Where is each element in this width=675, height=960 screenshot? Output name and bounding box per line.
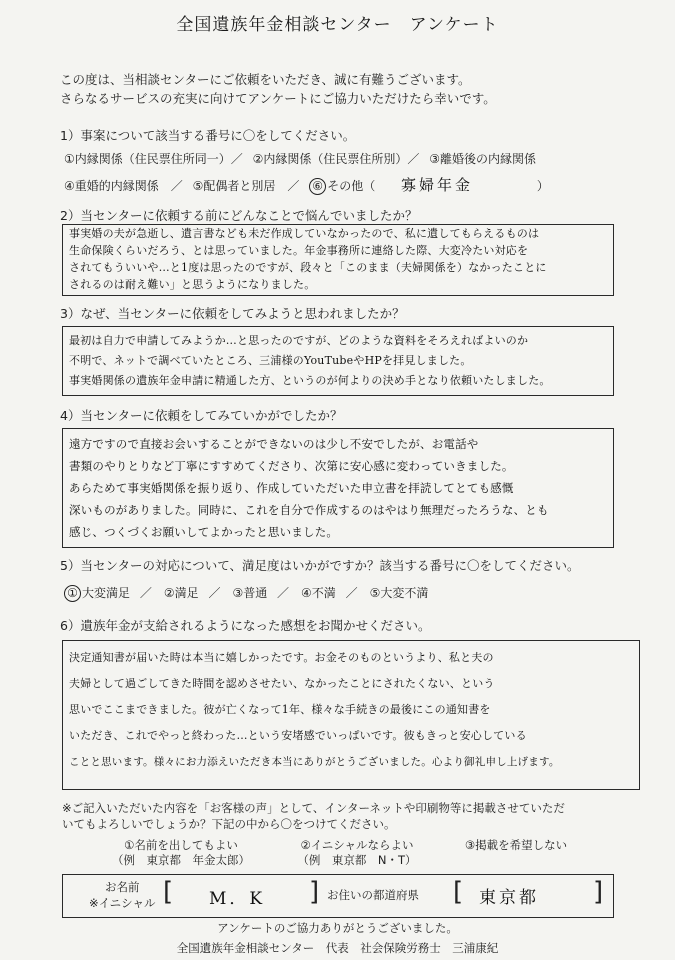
intro-text [60,70,650,108]
q1-option-close: ） [536,179,549,193]
answer-line: 思いでここまできました。彼が亡くなって1年、様々な手続きの最後にこの通知書を [69,703,491,716]
consent-note-line: ※ご記入いただいた内容を「お客様の声」として、インターネットや印刷物等に掲載させていただ [62,801,565,815]
q5-options [64,584,664,602]
q5-option[interactable]: ／ ⑤大変不満 [345,586,429,600]
q1-option[interactable]: ④重婚的内縁関係 ／ [64,179,183,193]
organization-signature: 全国遺族年金相談センター 代表 社会保険労務士 三浦康紀 [176,941,499,955]
bracket-open-icon: [ [453,877,464,907]
question-5: 5）当センターの対応について、満足度はいかがですか？該当する番号に〇をしてください。 [60,558,580,573]
answer-line: 深いものがありました。同時に、これを自分で作成するのはやはり無理だったろうな、とも [69,503,549,517]
answer-box-q6[interactable] [62,640,640,790]
q1-options-row2 [64,174,664,195]
bracket-open-icon: [ [163,877,174,907]
answer-line: 事実婚の夫が急逝し、遺言書なども未だ作成していなかったので、私に遺してもらえるものは [69,227,540,240]
other-answer-handwritten: 寡婦年金 [401,176,474,194]
answer-line: されるのは耐え難い」と思うようになりました。 [69,278,316,291]
answer-line: されてもういいや…と1度は思ったのですが、段々と「このまま（夫婦関係を）なかったことに [69,261,547,274]
answer-line: 最初は自力で申請してみようか…と思ったのですが、どのような資料をそろえればよいのか [69,334,529,347]
prefecture-label: お住いの都道府県 [327,888,419,902]
question-4: 4）当センターに依頼をしてみていかがでしたか？ [60,408,343,423]
q5-option[interactable]: ／ ④不満 [277,586,336,600]
q1-options-row1 [64,150,664,167]
answer-line: 生命保険くらいだろう、とは思っていました。年金事務所に連絡した際、大変冷たい対応を [69,244,529,257]
answer-line: ことと思います。様々にお力添えいただき本当にありがとうございました。心より御礼申し上げます。 [69,756,560,768]
answer-line: あらためて事実婚関係を振り返り、作成していただいた申立書を拝読してとても感慨 [69,481,514,495]
selected-circle-mark: ① [64,585,81,602]
question-6: 6）遺族年金が支給されるようになった感想をお聞かせください。 [60,618,431,633]
q1-option-label: その他（ [327,179,376,193]
consent-option-3[interactable]: ③掲載を希望しない [464,838,568,852]
answer-line: 感じ、つくづくお願いしてよかったと思いました。 [69,525,339,539]
q1-option[interactable]: ③離婚後の内縁関係 [429,152,536,166]
bracket-close-icon: ] [309,877,320,907]
q5-option[interactable]: ／ ②満足 [139,586,199,600]
thanks-text: アンケートのご協力ありがとうございました。 [217,921,458,935]
q1-option[interactable]: ①内縁関係（住民票住所同一）／ [64,152,243,166]
answer-line: いただき、これでやっと終わった…という安堵感でいっぱいです。彼もきっと安心している [69,729,527,742]
question-2: 2）当センターに依頼する前にどんなことで悩んでいましたか？ [60,208,418,223]
q5-option-selected[interactable] [64,586,130,600]
name-value-handwritten[interactable]: M．K [209,889,266,909]
name-label-line: お名前 [104,880,140,894]
answer-line: 遠方ですので直接お会いすることができないのは少し不安でしたが、お電話や [69,437,479,451]
q1-option-selected[interactable] [309,176,549,194]
name-label-line: ※イニシャル [89,896,156,910]
answer-line: 夫婦として過ごしてきた時間を認めさせたい、なかったことにされたくない、という [69,677,495,690]
answer-line: 不明で、ネットで調べていたところ、三浦様のYouTubeやHPを拝見しました。 [69,354,472,367]
name-label [89,879,155,911]
intro-line: さらなるサービスの充実に向けてアンケートにご協力いただけたら幸いです。 [60,91,496,106]
selected-circle-mark: ⑥ [309,178,326,195]
q5-option[interactable]: ／ ③普通 [208,586,268,600]
answer-line: 書類のやりとりなど丁寧にすすめてくださり、次第に安心感に変わっていきました。 [69,459,514,473]
answer-box-q3[interactable] [62,326,614,396]
consent-option-example: （例 東京都 年金太郎） [112,853,250,867]
question-1: 1）事案について該当する番号に〇をしてください。 [60,128,356,143]
q5-option-label: 大変満足 [82,586,131,600]
answer-line: 決定通知書が届いた時は本当に嬉しかったです。お金そのものというより、私と夫の [69,651,494,664]
answer-line: 事実婚関係の遺族年金申請に精通した方、というのが何よりの決め手となり依頼いたしました。 [69,374,551,387]
bracket-close-icon: ] [593,877,604,907]
consent-option-label: ①名前を出してもよい [124,838,238,852]
page-title: 全国遺族年金相談センター アンケート [176,15,499,35]
consent-option-2[interactable] [282,838,432,868]
q1-option[interactable]: ②内縁関係（住民票住所別）／ [252,152,420,166]
consent-option-example: （例 東京都 N・T） [297,853,417,867]
answer-box-q2[interactable] [62,224,614,296]
q1-option[interactable]: ⑤配偶者と別居 ／ [192,179,300,193]
answer-box-q4[interactable] [62,428,614,548]
consent-note-line: いてもよろしいでしょうか？下記の中から〇をつけてください。 [62,817,396,831]
name-box [62,874,614,918]
consent-option-label: ②イニシャルならよい [300,838,414,852]
consent-option-1[interactable] [96,838,266,868]
prefecture-value-handwritten[interactable]: 東京都 [479,888,539,908]
question-3: 3）なぜ、当センターに依頼をしてみようと思われましたか？ [60,306,405,321]
intro-line: この度は、当相談センターにご依頼をいただき、誠に有難うございます。 [60,72,471,87]
consent-note [62,800,622,832]
